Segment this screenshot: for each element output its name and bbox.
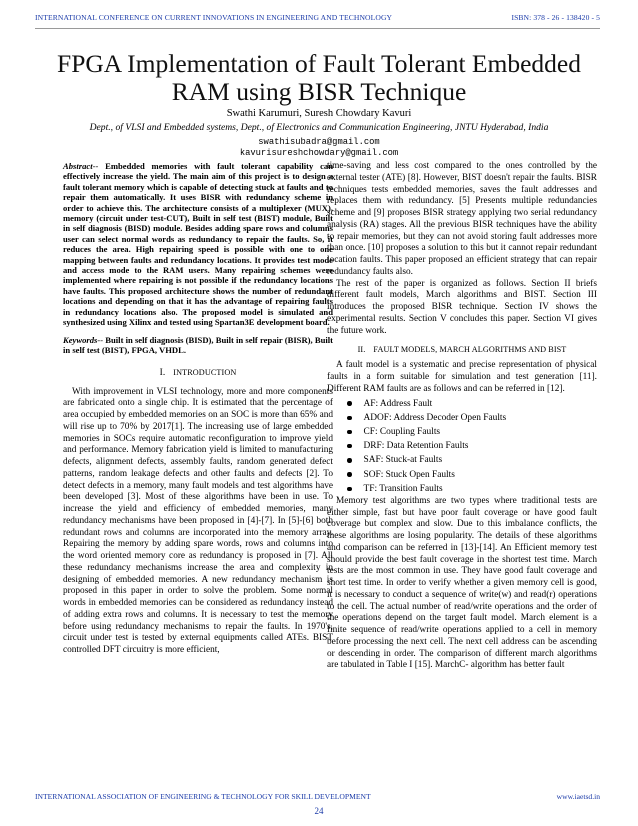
association-name: INTERNATIONAL ASSOCIATION OF ENGINEERING & TECHNOLOGY FOR SKILL DEVELOPMENT bbox=[35, 792, 371, 801]
fault-label: SAF: Stuck-at Faults bbox=[363, 455, 443, 466]
intro-paragraph: With improvement in VLSI technology, more and more components are fabricated onto a single chip. It is estimated that the percentage of area occupied by embedded memories on an SOC is more than 65% and will rise up to 70% by 2017[1]. The increasing use of large embedded memories in SOCs require automatic reconfiguration to improve yield and performance. Memory fabrication yield is limited to manufacturing defects, alignment defects, assembly faults, random generated defect patterns, random leakage defects and other faults and defects [2]. To detect defects in a memory, many fault models and test algorithms have been developed [3]. Most of these algorithms have been in use. To increase the yield and efficiency of embedded memories, many redundancy mechanisms have been proposed in [4]-[7]. In [5]-[6] both redundant rows and columns are incorporated into the memory array. Repairing the memory by adding spare words, rows and columns into the word oriented memory core as redundancy is proposed in [7]. All these redundancy mechanisms increase the area and complexity in designing of embedded memories. A new redundancy mechanism is proposed in this paper in order to solve the problem. Some normal words in embedded memories can be considered as redundancy instead of adding extra rows and columns. It is necessary to test the memory before using redundancy mechanisms to repair the faults. In 1970's, circuit under test is tested by external equipments called ATEs. BIST controlled DFT circuitry is more efficient, bbox=[63, 386, 333, 656]
section-title: FAULT MODELS, MARCH ALGORITHMS AND BIST bbox=[373, 345, 567, 355]
left-column bbox=[63, 161, 333, 657]
section-heading bbox=[63, 368, 333, 378]
fault-label: ADOF: Address Decoder Open Faults bbox=[363, 412, 507, 423]
abstract bbox=[63, 161, 333, 328]
body-paragraph: time-saving and less cost compared to the ones controlled by the external tester (ATE) [8]. However, BIST doesn't repair the faults. BISR techniques tests embedded memories, saves the fault addresses and replaces them with redundancy. [5] Presents multiple redundancies scheme and [9] proposes BISR strategy applying two serial redundancy analysis (RA) stages. All the previous BISR techniques have the ability to repair memories, but they can not avoid storing fault addresses more than once. [10] proposes a solution to this but it cannot repair redundant location faults. This paper proposed an efficient strategy that can repair redundancy faults also. bbox=[327, 161, 597, 277]
list-item bbox=[347, 439, 597, 453]
fault-label: AF: Address Fault bbox=[363, 398, 433, 409]
list-item bbox=[347, 482, 597, 496]
running-header bbox=[35, 13, 600, 22]
fault-list bbox=[327, 397, 597, 496]
conference-name: INTERNATIONAL CONFERENCE ON CURRENT INNOVATIONS IN ENGINEERING AND TECHNOLOGY bbox=[35, 13, 393, 22]
header-rule bbox=[35, 28, 600, 29]
bullet-icon bbox=[347, 416, 352, 421]
email-link[interactable]: kavurisureshchowdary@gmail.com bbox=[239, 148, 399, 158]
fault-label: TF: Transition Faults bbox=[363, 483, 443, 494]
bullet-icon bbox=[347, 458, 352, 463]
list-item bbox=[347, 425, 597, 439]
right-column bbox=[327, 161, 597, 672]
list-item bbox=[347, 453, 597, 467]
paper-title: FPGA Implementation of Fault Tolerant Embedded RAM using BISR Technique bbox=[57, 49, 581, 106]
keywords-text: Built in self diagnosis (BISD), Built in self repair (BISR), Built in self test (BIST), FPGA, VHDL. bbox=[63, 334, 333, 356]
keywords-lead: Keywords-- bbox=[63, 334, 104, 345]
email-link[interactable]: swathisubadra@gmail.com bbox=[258, 137, 380, 147]
body-paragraph: A fault model is a systematic and precise representation of physical faults in a form suitable for simulation and test generation [11]. Different RAM faults are as follows and can be referred in [12]. bbox=[327, 360, 597, 394]
section-heading bbox=[327, 345, 597, 354]
abstract-lead: Abstract-- bbox=[63, 161, 99, 171]
fault-label: CF: Coupling Faults bbox=[363, 426, 441, 437]
section-title: INTRODUCTION bbox=[173, 367, 237, 377]
body-paragraph: The rest of the paper is organized as follows. Section II briefs different fault models, March algorithms and BIST. Section III introduces the proposed BISR technique. Section IV shows the experimental results. Section V concludes this paper. Section VI gives the future work. bbox=[327, 278, 597, 336]
running-footer bbox=[35, 792, 600, 801]
body-paragraph: Memory test algorithms are two types where traditional tests are either simple, fast but have poor fault coverage or have good fault coverage but complex and slow. Due to this imbalance conflicts, the these algorithms are losing popularity. The details of these algorithms and comparison can be referred in [13]-[14]. An Efficient memory test should provide the best fault coverage in the shortest test time. March tests are the most common in use. They have good fault coverage and short test time. In order to verify whether a given memory cell is good, it is necessary to conduct a sequence of write(w) and read(r) operations to the cell. The actual number of read/write operations and the order of the operations depend on the target fault model. March element is a finite sequence of read/write operations applied to a cell in memory before processing the next cell. The next cell address can be ascending or descending in order. The comparison of different march algorithms are tabulated in Table I [15]. MarchC- algorithm has better fault bbox=[327, 495, 597, 671]
authors: Swathi Karumuri, Suresh Chowdary Kavuri bbox=[226, 108, 412, 119]
bullet-icon bbox=[347, 444, 352, 449]
keywords bbox=[63, 335, 333, 356]
list-item bbox=[347, 411, 597, 425]
website-link[interactable]: www.iaetsd.in bbox=[556, 792, 600, 801]
section-number: II. bbox=[357, 345, 366, 355]
bullet-icon bbox=[347, 472, 352, 477]
abstract-text: Embedded memories with fault tolerant capability can effectively increase the yield. The main aim of this project is to design a fault tolerant memory which is capable of detecting stuck at faults and to repair them automatically. It uses BISR with redundancy scheme in order to achieve this. The architecture consists of a multiplexer (MUX), memory (circuit under test-CUT), Built in self test (BIST) module, Built in self diagnosis (BISD) module. Besides adding spare rows and columns user can select normal words as redundancy to repair the faults. So, it reduces the area. High repairing speed is possible with one to one mapping between faults and redundancy locations. It provides test mode and access mode to the RAM users. Many repairing schemes were implemented where repairing is not possible if the redundancy locations have faults. This proposed architecture shows the number of redundant locations and depending on that it has the advantage of repairing faults in redundancy locations also. The proposed model is simulated and synthesized using Xilinx and tested using Spartan3E development board. bbox=[63, 161, 333, 328]
isbn: ISBN: 378 - 26 - 138420 - 5 bbox=[511, 13, 600, 22]
list-item bbox=[347, 397, 597, 411]
list-item bbox=[347, 468, 597, 482]
section-number: I. bbox=[159, 367, 166, 378]
bullet-icon bbox=[347, 487, 352, 492]
fault-label: SOF: Stuck Open Faults bbox=[363, 469, 455, 480]
bullet-icon bbox=[347, 401, 352, 406]
page-number: 24 bbox=[314, 806, 324, 816]
affiliation: Dept., of VLSI and Embedded systems, Dept., of Electronics and Communication Engineering, JNTU Hyderabad, India bbox=[89, 122, 549, 133]
fault-label: DRF: Data Retention Faults bbox=[363, 441, 469, 452]
bullet-icon bbox=[347, 430, 352, 435]
